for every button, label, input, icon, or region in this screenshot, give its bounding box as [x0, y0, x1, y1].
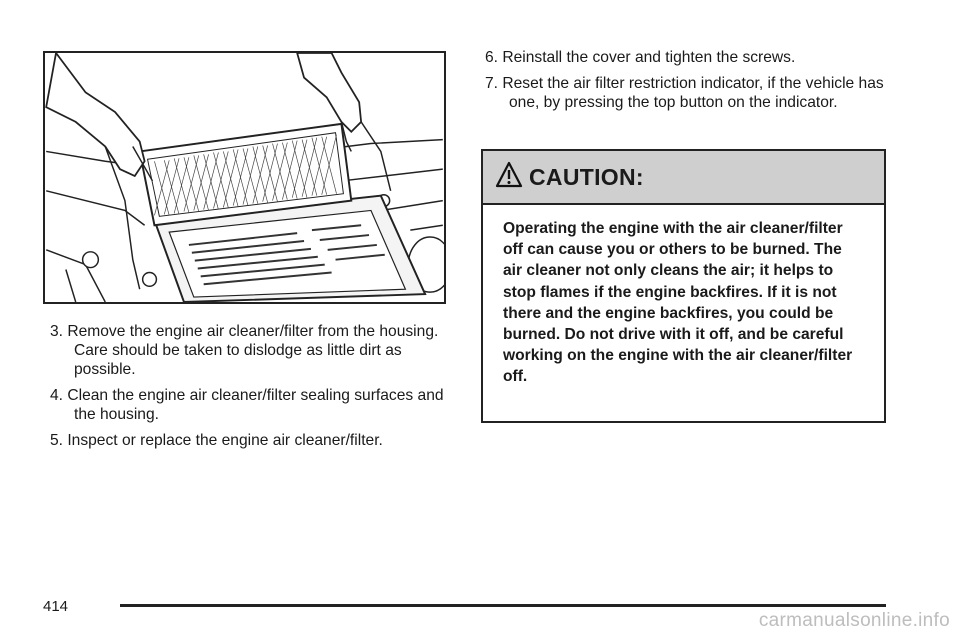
step-item: 6. Reinstall the cover and tighten the screws.: [485, 49, 796, 66]
caution-header: [483, 151, 884, 205]
caution-title: CAUTION:: [529, 163, 644, 190]
caution-text: Operating the engine with the air cleaner/filter off can cause you or others to be burned. The air cleaner not only cleans the air; it helps to stop flames if the engine backfires. If it is not there and the engine backfires, you could be burned. Do not drive with it off, and be careful working on the engine with the air cleaner/filter off.: [503, 220, 853, 386]
step-item: 3. Remove the engine air cleaner/filter from the housing. Care should be taken to dislodge as little dirt as possible.: [50, 323, 439, 378]
watermark: carmanualsonline.info: [758, 610, 950, 631]
caution-box: [481, 149, 886, 423]
steps-list-left: [50, 322, 450, 457]
page-number: 414: [43, 598, 69, 615]
warning-triangle-icon: [495, 161, 523, 189]
air-filter-illustration: [43, 51, 446, 304]
step-item: 5. Inspect or replace the engine air cleaner/filter.: [50, 432, 383, 449]
steps-list-right: [485, 48, 905, 119]
air-filter-removal-drawing: [45, 53, 444, 302]
step-item: 4. Clean the engine air cleaner/filter sealing surfaces and the housing.: [50, 387, 444, 423]
footer-rule: [120, 604, 886, 607]
step-item: 7. Reset the air filter restriction indicator, if the vehicle has one, by pressing the top button on the indicator.: [485, 75, 884, 111]
